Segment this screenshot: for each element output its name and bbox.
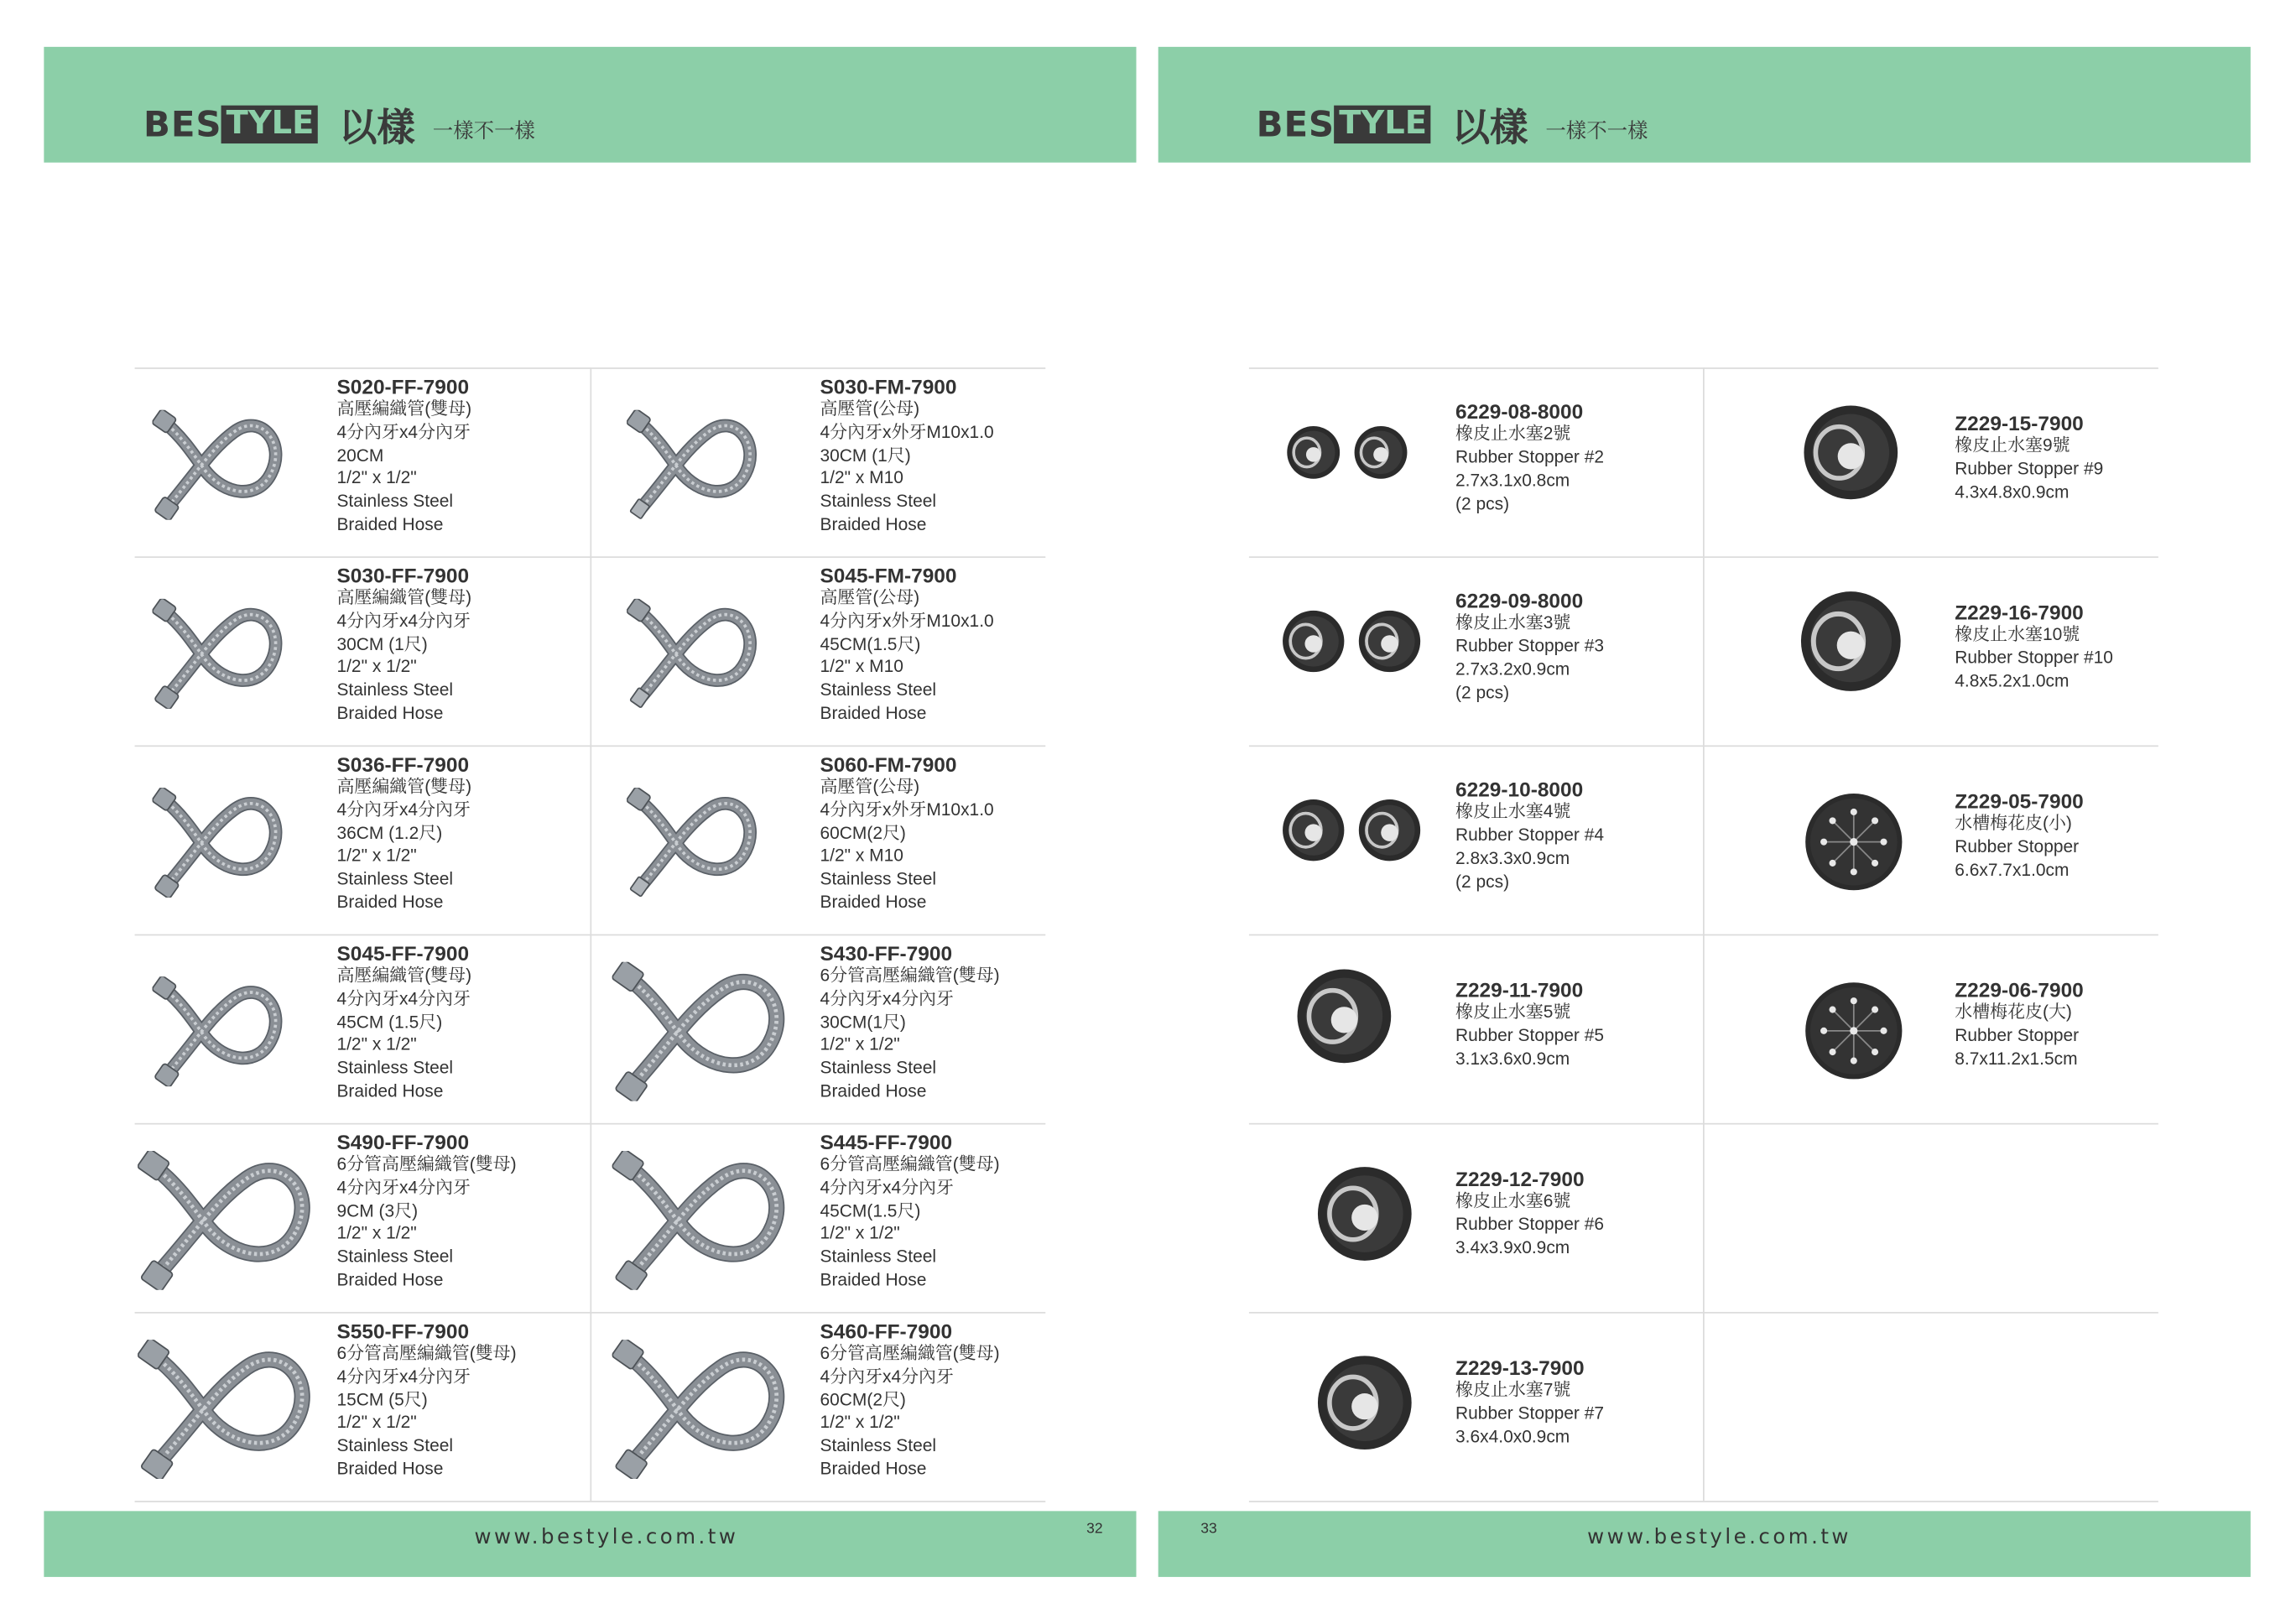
braided-hose-icon <box>612 1151 788 1290</box>
product-spec-line: 4分內牙x4分內牙 <box>336 1177 471 1198</box>
product-spec-line: 水槽梅花皮(小) <box>1955 813 2072 834</box>
product-code: S030-FM-7900 <box>820 374 957 398</box>
braided-hose-icon <box>627 410 758 520</box>
product-spec-line: 高壓編織管(雙母) <box>336 776 472 797</box>
product-spec-line: 45CM(1.5尺) <box>820 1200 921 1221</box>
product-cell <box>1955 602 2113 694</box>
product-cell <box>336 1132 516 1293</box>
product-spec-line: 4分內牙x外牙M10x1.0 <box>820 421 994 442</box>
product-code: S430-FF-7900 <box>820 941 953 966</box>
product-spec-line: Stainless Steel <box>336 1434 454 1456</box>
product-spec-line: 橡皮止水塞7號 <box>1455 1379 1571 1401</box>
product-spec-line: 1/2" x 1/2" <box>336 1223 417 1244</box>
product-cell <box>1455 591 1604 705</box>
product-code: Z229-15-7900 <box>1955 412 2084 435</box>
product-spec-line: 6分管高壓編織管(雙母) <box>820 1153 1000 1174</box>
product-spec-line: 3.1x3.6x0.9cm <box>1455 1048 1570 1070</box>
product-spec-line: Rubber Stopper #10 <box>1955 647 2113 669</box>
product-spec-line: 4分內牙x4分內牙 <box>820 1177 954 1198</box>
product-spec-line: Stainless Steel <box>820 679 937 700</box>
product-spec-line: 9CM (3尺) <box>336 1200 419 1221</box>
product-code: Z229-05-7900 <box>1955 789 2084 814</box>
rubber-stopper-icon <box>1312 1161 1418 1267</box>
product-spec-line: 30CM(1尺) <box>820 1011 906 1032</box>
product-spec-line: 30CM (1尺) <box>336 633 428 654</box>
product-spec-line: 高壓管(公母) <box>820 586 920 608</box>
braided-hose-icon <box>627 599 758 709</box>
product-spec-line: Braided Hose <box>336 1458 444 1479</box>
logo-chinese-text: 以樣 <box>339 106 415 150</box>
product-spec-line: (2 pcs) <box>1455 682 1510 703</box>
product-spec-line: 4分內牙x外牙M10x1.0 <box>820 610 994 631</box>
product-cell <box>336 754 471 915</box>
logo-chinese-text: 以樣 <box>1451 106 1528 150</box>
product-spec-line: 2.7x3.2x0.9cm <box>1455 658 1570 679</box>
product-spec-line: Braided Hose <box>820 891 927 913</box>
grid-column-divider <box>590 367 591 1501</box>
product-spec-line: 高壓編織管(雙母) <box>336 965 472 986</box>
product-spec-line: Braided Hose <box>336 1269 444 1290</box>
product-spec-line: Braided Hose <box>336 891 444 913</box>
product-cell <box>336 374 472 538</box>
product-cell <box>1955 414 2103 505</box>
product-code: S045-FM-7900 <box>820 564 957 587</box>
rubber-stopper-icon <box>1349 420 1414 485</box>
product-spec-line: Braided Hose <box>820 702 927 724</box>
product-spec-line: 4分內牙x外牙M10x1.0 <box>820 799 994 820</box>
product-spec-line: Stainless Steel <box>820 1434 937 1456</box>
product-cell <box>820 943 999 1104</box>
product-spec-line: 高壓管(公母) <box>820 398 920 419</box>
product-spec-line: 高壓編織管(雙母) <box>336 586 472 608</box>
product-cell <box>1455 980 1604 1071</box>
product-spec-line: 6分管高壓編織管(雙母) <box>336 1153 517 1174</box>
braided-hose-icon <box>612 1340 788 1479</box>
product-spec-line: (2 pcs) <box>1455 871 1510 892</box>
product-spec-line: 橡皮止水塞9號 <box>1955 435 2070 456</box>
braided-hose-icon <box>153 976 284 1086</box>
product-spec-line: 高壓管(公母) <box>820 776 920 797</box>
product-spec-line: 45CM (1.5尺) <box>336 1011 443 1032</box>
product-spec-line: 4.8x5.2x1.0cm <box>1955 670 2070 691</box>
product-spec-line: Rubber Stopper #7 <box>1455 1403 1605 1424</box>
product-cell <box>1455 779 1604 893</box>
logo-tyle-text: TYLE <box>221 106 318 143</box>
product-spec-line: Braided Hose <box>336 702 444 724</box>
grid-column-divider <box>1703 367 1705 1501</box>
product-cell <box>1455 1358 1604 1450</box>
product-spec-line: Rubber Stopper #4 <box>1455 825 1605 846</box>
product-spec-line: Braided Hose <box>820 1458 927 1479</box>
product-spec-line: 橡皮止水塞10號 <box>1955 624 2080 645</box>
product-spec-line: Rubber Stopper #6 <box>1455 1214 1605 1235</box>
product-spec-line: 1/2" x 1/2" <box>820 1034 900 1055</box>
rubber-stopper-icon <box>1277 605 1350 678</box>
product-spec-line: 4分內牙x4分內牙 <box>336 987 471 1009</box>
product-code: S550-FF-7900 <box>336 1319 470 1343</box>
product-code: S460-FF-7900 <box>820 1319 953 1343</box>
product-cell <box>1955 791 2084 882</box>
product-spec-line: 橡皮止水塞6號 <box>1455 1190 1571 1212</box>
product-spec-line: Stainless Steel <box>820 1057 937 1079</box>
product-spec-line: 1/2" x M10 <box>820 845 903 867</box>
product-cell <box>1955 980 2084 1071</box>
left-page-number: 32 <box>1086 1521 1103 1538</box>
logo-tyle-text: TYLE <box>1335 106 1431 143</box>
rubber-stopper-icon <box>1277 794 1350 867</box>
product-spec-line: 橡皮止水塞4號 <box>1455 801 1571 822</box>
product-spec-line: 4分內牙x4分內牙 <box>336 421 471 442</box>
product-code: Z229-16-7900 <box>1955 601 2084 625</box>
product-spec-line: 水槽梅花皮(大) <box>1955 1002 2072 1023</box>
product-spec-line: Stainless Steel <box>820 491 937 512</box>
product-spec-line: 1/2" x 1/2" <box>820 1412 900 1433</box>
product-spec-line: 1/2" x M10 <box>820 656 903 678</box>
product-spec-line: Rubber Stopper <box>1955 835 2080 857</box>
product-spec-line: 4分內牙x4分內牙 <box>336 610 471 631</box>
rubber-stopper-icon <box>1353 794 1426 867</box>
product-spec-line: 橡皮止水塞3號 <box>1455 612 1571 633</box>
product-spec-line: Rubber Stopper <box>1955 1025 2080 1046</box>
product-code: S490-FF-7900 <box>336 1130 470 1154</box>
product-spec-line: Braided Hose <box>820 1080 927 1101</box>
product-spec-line: 6分管高壓編織管(雙母) <box>336 1342 517 1364</box>
product-code: 6229-08-8000 <box>1455 400 1584 424</box>
product-cell <box>820 565 993 726</box>
product-code: S060-FM-7900 <box>820 752 957 777</box>
product-spec-line: Stainless Steel <box>336 868 454 889</box>
product-spec-line: Braided Hose <box>820 513 927 535</box>
product-code: S020-FF-7900 <box>336 374 470 398</box>
product-spec-line: 45CM(1.5尺) <box>820 633 921 654</box>
rubber-stopper-icon <box>1312 1350 1418 1455</box>
product-spec-line: Rubber Stopper #3 <box>1455 635 1605 657</box>
braided-hose-icon <box>612 962 788 1101</box>
product-spec-line: 30CM (1尺) <box>820 444 911 466</box>
product-spec-line: 2.7x3.1x0.8cm <box>1455 470 1570 491</box>
grid-row-divider <box>135 1501 1046 1502</box>
product-spec-line: 3.6x4.0x0.9cm <box>1455 1425 1570 1447</box>
logo-slogan: 一樣不一樣 <box>432 120 535 144</box>
product-cell <box>336 1320 516 1481</box>
braided-hose-icon <box>153 599 284 709</box>
rubber-stopper-icon <box>1353 605 1426 678</box>
product-spec-line: 4分內牙x4分內牙 <box>336 799 471 820</box>
product-spec-line: 1/2" x 1/2" <box>336 1034 417 1055</box>
product-code: S030-FF-7900 <box>336 564 470 587</box>
product-spec-line: 1/2" x 1/2" <box>336 656 417 678</box>
braided-hose-icon <box>153 788 284 898</box>
braided-hose-icon <box>138 1340 313 1479</box>
product-spec-line: 4.3x4.8x0.9cm <box>1955 481 2070 502</box>
product-spec-line: Braided Hose <box>336 1080 444 1101</box>
product-spec-line: 1/2" x 1/2" <box>336 467 417 488</box>
product-cell <box>1455 1169 1604 1260</box>
product-spec-line: 6.6x7.7x1.0cm <box>1955 859 2070 880</box>
rubber-stopper-icon <box>1795 586 1907 697</box>
product-code: Z229-13-7900 <box>1455 1356 1585 1380</box>
logo-bes-text: BES <box>1256 103 1335 145</box>
product-code: S445-FF-7900 <box>820 1130 953 1154</box>
sink-splash-guard-icon <box>1799 788 1908 896</box>
product-spec-line: Rubber Stopper #2 <box>1455 446 1605 468</box>
product-cell <box>820 754 993 915</box>
product-spec-line: Rubber Stopper #5 <box>1455 1025 1605 1046</box>
product-code: S036-FF-7900 <box>336 752 470 777</box>
product-spec-line: 1/2" x 1/2" <box>820 1223 900 1244</box>
product-code: 6229-10-8000 <box>1455 778 1584 802</box>
product-cell <box>336 565 471 726</box>
right-website-link[interactable]: www.bestyle.com.tw <box>1587 1525 1851 1549</box>
product-spec-line: 1/2" x 1/2" <box>336 845 417 867</box>
product-spec-line: 1/2" x M10 <box>820 467 903 488</box>
product-spec-line: 4分內牙x4分內牙 <box>336 1366 471 1387</box>
rubber-stopper-icon <box>1798 400 1903 506</box>
product-spec-line: 6分管高壓編織管(雙母) <box>820 1342 1000 1364</box>
product-spec-line: Stainless Steel <box>820 868 937 889</box>
right-page-number: 33 <box>1200 1521 1217 1538</box>
product-spec-line: 15CM (5尺) <box>336 1388 428 1410</box>
product-spec-line: Rubber Stopper #9 <box>1955 458 2104 479</box>
product-spec-line: Stainless Steel <box>336 1246 454 1267</box>
product-spec-line: 4分內牙x4分內牙 <box>820 1366 954 1387</box>
logo-bes-text: BES <box>143 103 222 145</box>
logo-slogan: 一樣不一樣 <box>1545 120 1648 144</box>
product-code: Z229-06-7900 <box>1955 978 2084 1002</box>
product-spec-line: 橡皮止水塞5號 <box>1455 1002 1571 1023</box>
product-cell <box>820 374 994 538</box>
product-spec-line: 60CM(2尺) <box>820 822 906 843</box>
product-spec-line: 3.4x3.9x0.9cm <box>1455 1236 1570 1258</box>
braided-hose-icon <box>153 410 284 520</box>
product-spec-line: Stainless Steel <box>336 679 454 700</box>
product-spec-line: 橡皮止水塞2號 <box>1455 424 1571 445</box>
braided-hose-icon <box>627 788 758 898</box>
product-spec-line: 4分內牙x4分內牙 <box>820 987 954 1009</box>
left-logo <box>143 102 535 150</box>
product-spec-line: Stainless Steel <box>820 1246 937 1267</box>
product-code: S045-FF-7900 <box>336 941 470 966</box>
rubber-stopper-icon <box>1281 420 1346 485</box>
braided-hose-icon <box>138 1151 313 1290</box>
sink-splash-guard-icon <box>1799 976 1908 1085</box>
product-spec-line: 2.8x3.3x0.9cm <box>1455 847 1570 869</box>
rubber-stopper-icon <box>1292 964 1398 1070</box>
product-cell <box>1455 402 1604 516</box>
product-cell <box>820 1320 999 1481</box>
product-spec-line: 36CM (1.2尺) <box>336 822 443 843</box>
product-spec-line: 6分管高壓編織管(雙母) <box>820 965 1000 986</box>
product-spec-line: Braided Hose <box>820 1269 927 1290</box>
product-spec-line: 20CM <box>336 444 384 466</box>
product-spec-line: 8.7x11.2x1.5cm <box>1955 1048 2078 1070</box>
product-cell <box>336 943 471 1104</box>
product-code: Z229-12-7900 <box>1455 1167 1585 1191</box>
product-spec-line: 60CM(2尺) <box>820 1388 906 1410</box>
grid-row-divider <box>1249 1501 2158 1502</box>
product-spec-line: (2 pcs) <box>1455 492 1510 514</box>
left-website-link[interactable]: www.bestyle.com.tw <box>474 1525 739 1549</box>
right-logo <box>1256 102 1648 150</box>
product-spec-line: 1/2" x 1/2" <box>336 1412 417 1433</box>
product-spec-line: Stainless Steel <box>336 1057 454 1079</box>
product-spec-line: Braided Hose <box>336 513 444 535</box>
product-code: Z229-11-7900 <box>1455 978 1584 1002</box>
product-code: 6229-09-8000 <box>1455 589 1584 613</box>
product-cell <box>820 1132 999 1293</box>
product-spec-line: 高壓編織管(雙母) <box>336 398 472 419</box>
product-spec-line: Stainless Steel <box>336 491 454 512</box>
